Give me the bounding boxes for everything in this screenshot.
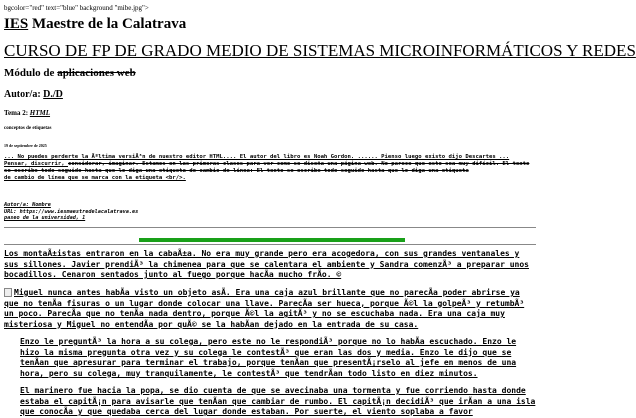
divider-top [4,227,536,228]
course-title: CURSO DE FP DE GRADO MEDIO DE SISTEMAS MICROINFORMÁTICOS Y REDES [4,41,636,60]
intro-paragraph [4,154,536,183]
concepts-label: conceptos de etiquetas [4,126,52,131]
topic-heading [4,109,50,117]
date-label: 19 de septiembre de 2025 [4,143,47,148]
intro-part-3: de cambio de línea que se marca con la etiqueta <br/>. [4,175,186,182]
story-paragraph-4: El marinero fue hacia la popa, se dio cuenta de que se avecinaba una tormenta y fue corriendo hasta donde estaba el capitÃ¡n para avisarle que tenÃan que cambiar de rumbo. El capitÃ¡n decidiÃ³ que irÃan a una isla que conocÃa y que quedaba cerca del lugar donde estaban. Por suerte, el viento soplaba a favor [20,386,536,417]
signature-address: paseo de la universidad, 1 [4,215,86,221]
author-value: D./D [43,89,63,100]
module-struck-name: aplicaciones web [57,67,136,79]
intro-part-2: considerar, imaginar. Estamos en las primeras clases para ver como se diseña una página web. No parece que esto sea muy difícil. El texto se escribe todo seguido hasta que lo diga una etiqueta de cambio de línea: El texto se escribe todo seguido hasta que lo diga una etiqueta [4,161,530,175]
module-heading [4,67,136,79]
author-label: Autor/a: [4,89,44,100]
story-paragraph-3: Enzo le preguntÃ³ la hora a su colega, pero este no le respondiÃ³ porque no lo habÃa escuchado. Enzo le hizo la misma pregunta otra vez y su colega le contestÃ³ que eran las dos y media. Enzo le dijo que se tenÃan que apresurar para terminar el trabajo, porque tenÃan que presentÃ¡rselo al jefe en menos de una hora, pero su colega, muy tranquilamente, le contestÃ³ que tendrÃan todo listo en diez minutos. [20,337,517,378]
school-abbr: IES [4,16,29,32]
intro-part-1: ... No puedes perderte la Ãºltima versiÃ³n de nuestro editor HTML.... El autor del libro es Noah Gordon. ...... Pienso luego existo dijo Descartes ... Pensar, discurrir, [4,154,510,168]
signature-author: Autor/a: Nombre [4,202,51,208]
green-divider [139,238,405,242]
school-name: Maestre de la Calatrava [28,16,187,32]
topic-value: HTML [29,109,51,117]
divider-bottom [4,244,536,245]
school-heading [4,16,186,33]
signature-block [4,202,138,222]
story-paragraph-2 [4,288,536,330]
module-label: Módulo de [4,67,58,79]
story-paragraph-2-text: Miguel nunca antes habÃa visto un objeto asÃ. Era una caja azul brillante que no parecÃa poder abrirse ya que no tenÃa fisuras o un lugar donde colocar una llave. ParecÃa ser hueca, porque Ã©l la golpeÃ³ y retumbÃ³ un poco. ParecÃa que no tenÃa nada dentro, porque Ã©l la agitÃ³ y no se escuchaba nada. Era una caja muy misteriosa y Miguel no entendÃa por quÃ© se la habÃan dejado en la entrada de su casa. [4,288,525,329]
topic-label: Tema 2: [4,109,30,117]
signature-url[interactable]: URL: https://www.iesmaestredelacalatrava.es [4,208,139,215]
broken-image-icon [4,288,12,297]
story-paragraph-1: Los montaÃ±istas entraron en la cabaÃ±a. No era muy grande pero era acogedora, con sus grandes ventanales y sus sillones. Javier prendiÃ³ la chimenea para que se calentara el ambiente y Sandra comenzÃ³ a preparar unos bocadillos. Cenaron sentados junto al fuego porque hacÃa mucho frÃo. © [4,249,529,280]
author-heading [4,89,63,100]
stray-markup-text: bgcolor="red" text="blue" background "mibe.jpg"> [4,4,149,12]
